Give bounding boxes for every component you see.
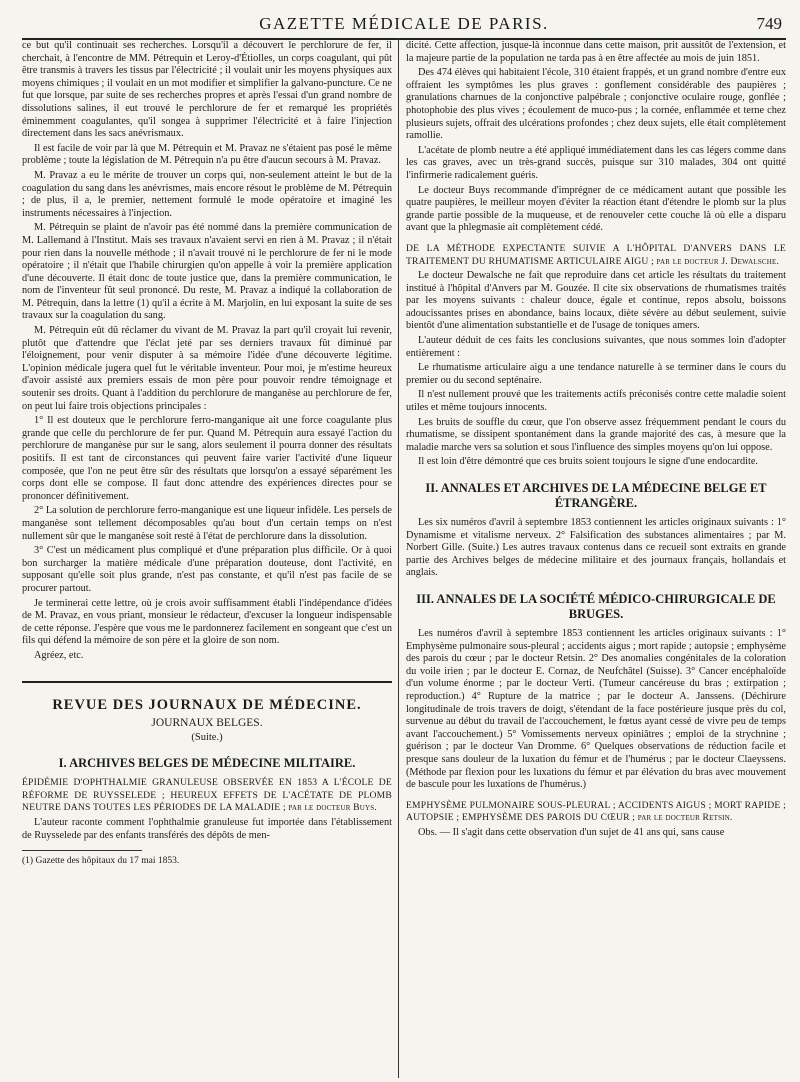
- paragraph: 1° Il est douteux que le perchlorure ferro-manganique ait une force coagulante plus grande que celle du perchlorure de fer pur. Quand M. Pétrequin aura essayé l'action du perchlorure de manganèse pur sur le sang, alors seulement il pourra donner des résultats positifs. Il est tant de circonstances qui peuvent faire varier l'activité d'une liqueur composée, que l'on ne peut être sûr des résultats que lorsqu'on a essayé séparément les corps dont elle se compose. Il faut donc attendre des expériences directes pour se prononcer définitivement.: [22, 415, 392, 502]
- paragraph: L'auteur raconte comment l'ophthalmie granuleuse fut importée dans l'établissement de Ruysselede par des enfants transférés des dépôts de men-: [22, 817, 392, 841]
- paragraph: 2° La solution de perchlorure ferro-manganique est une liqueur infidèle. Les persels de manganèse sont tellement décomposables qu'au bout d'un certain temps on n'est nullement sûr que le manganèse soit resté à l'état de perchlorure dans la dissolution.: [22, 505, 392, 542]
- footnote-rule: [22, 850, 142, 851]
- section-heading: I. ARCHIVES BELGES DE MÉDECINE MILITAIRE.: [58, 756, 356, 771]
- paragraph: M. Pétrequin se plaint de n'avoir pas été nommé dans la première communication de M. Lallemand à l'Institut. Mais ses travaux n'avaient servi en rien à M. Pravaz ; il n'était pour rien dans la nouvelle méthode ; il n'avait trouvé ni le perchlorure de fer ni le mode opératoire ; il n'était que l'habile chirurgien qu'on appelle à voir la première application d'une découverte. Il était donc de toute justice que, dans la première communication, le nom de l'inventeur fût seul prononcé. Du reste, M. Pravaz a indiqué la collaboration de M. Pétrequin, dans la lettre (1) qu'il a écrite à M. Marjolin, en lui exposant la suite de ses travaux sur la coagulation du sang.: [22, 222, 392, 322]
- journal-title: GAZETTE MÉDICALE DE PARIS.: [259, 14, 549, 33]
- paragraph: Le docteur Dewalsche ne fait que reproduire dans cet article les résultats du traitement institué à l'hôpital d'Anvers par M. Gouzée. Il cite six observations de rhumatismes traités par les moyens suivants : chaleur douce, égale et continue, repos absolu, boissons adoucissantes prises en abondance, bains locaux, diète sévère au début seulement, suivie bientôt d'une alimentation substantielle et de l'usage de toniques amers.: [406, 270, 786, 332]
- paragraph: M. Pétrequin eût dû réclamer du vivant de M. Pravaz la part qu'il croyait lui revenir, plutôt que d'attendre que l'éclat jeté par ses derniers travaux fût diminué par l'éloignement, pour venir disputer à sa mémoire l'idée d'une découverte légitime. L'opinion médicale jugera quel fut le véritable inventeur. Pour moi, je m'estime heureux d'avoir assisté aux premiers essais de mon père pour pouvoir rendre témoignage et soutenir ses droits. Quant à l'addition du perchlorure de manganèse au perchlorure de fer, on peut lui faire trois objections principales :: [22, 325, 392, 412]
- footnote: (1) Gazette des hôpitaux du 17 mai 1853.: [22, 856, 180, 867]
- paragraph: Je terminerai cette lettre, où je crois avoir suffisamment établi l'indépendance d'idées de M. Pravaz, en vous priant, monsieur le rédacteur, d'excuser la longueur indispensable de cette réponse. J'espère que vous me le pardonnerez facilement en songeant que c'est un fils qui défend la mémoire de son père et la gloire de son nom.: [22, 597, 392, 647]
- paragraph: L'auteur déduit de ces faits les conclusions suivantes, que nous sommes loin d'adopter entièrement :: [406, 335, 786, 359]
- paragraph: Il n'est nullement prouvé que les traitements actifs préconisés contre cette maladie soient utiles et même toujours innocents.: [406, 389, 786, 414]
- paragraph: dicité. Cette affection, jusque-là inconnue dans cette maison, prit aussitôt de l'extension, et la majeure partie de la population ne tarda pas à en être affectée au mois de juin 1851.: [406, 40, 786, 64]
- paragraph: Le rhumatisme articulaire aigu a une tendance naturelle à se terminer dans le cours du premier ou du second septénaire.: [406, 362, 786, 386]
- revue-heading: REVUE DES JOURNAUX DE MÉDECINE.: [52, 696, 362, 713]
- section-rule: [22, 681, 392, 683]
- paragraph: Obs. — Il s'agit dans cette observation d'un sujet de 41 ans qui, sans cause: [418, 826, 725, 838]
- paragraph: L'acétate de plomb neutre a été appliqué immédiatement dans les cas légers comme dans les cas graves, avec un très-grand succès, puisque sur 310 malades, 304 ont quitté l'infirmerie radicalement guéris.: [406, 144, 786, 181]
- article-caption: EMPHYSÈME PULMONAIRE SOUS-PLEURAL ; ACCIDENTS AIGUS ; MORT RAPIDE ; AUTOPSIE ; EMPHYSÈME DES PAROIS DU CŒUR ; par le docteur Retsin.: [406, 799, 786, 824]
- article-caption: ÉPIDÉMIE D'OPHTHALMIE GRANULEUSE OBSERVÉE EN 1853 A L'ÉCOLE DE RÉFORME DE RUYSSELEDE ; HEUREUX EFFETS DE L'ACÉTATE DE PLOMB NEUTRE DANS TOUTES LES PÉRIODES DE LA MALADIE ; par le docteur Buys.: [22, 777, 392, 814]
- section-heading: II. ANNALES ET ARCHIVES DE LA MÉDECINE BELGE ET ÉTRANGÈRE.: [425, 481, 767, 510]
- two-column-body: [22, 40, 786, 1082]
- paragraph: M. Pravaz a eu le mérite de trouver un corps qui, non-seulement atteint le but de la coagulation du sang dans les anévrismes, mais encore résout le problème de M. Pétrequin ; de plus, il a, le premier, nettement formulé le mode opératoire et imaginé les instruments nécessaires à l'injection.: [22, 169, 392, 219]
- revue-subheading: JOURNAUX BELGES.: [151, 717, 263, 730]
- column-divider: [398, 38, 399, 1078]
- paragraph: Il est loin d'être démontré que ces bruits soient toujours le signe d'une endocardite.: [418, 456, 758, 468]
- paragraph: Les bruits de souffle du cœur, que l'on observe assez fréquemment pendant le cours du rhumatisme, se dissipent spontanément dans la grande majorité des cas, à mesure que la maladie marche vers sa solution et sous l'influence des simples moyens qu'on lui oppose.: [406, 416, 786, 453]
- closing-salutation: Agréez, etc.: [34, 649, 84, 661]
- left-column: [22, 40, 392, 870]
- paragraph: 3° C'est un médicament plus compliqué et d'une préparation plus difficile. Or à quoi bon surcharger la matière médicale d'une préparation douteuse, dont l'activité, en supposant qu'elle soit plus grande, n'est pas constante, et qu'il n'est pas facile de se procurer partout.: [22, 545, 392, 594]
- paragraph: Le docteur Buys recommande d'imprégner de ce médicament autant que possible les quatre paupières, le meilleur moyen d'éviter la réaction étant d'étendre le plomb sur la plus grande partie possible de la muqueuse, et de renouveler cette couche là où elle a disparu avant que la phlegmasie ait complètement cédé.: [406, 184, 786, 234]
- section-heading: III. ANNALES DE LA SOCIÉTÉ MÉDICO-CHIRURGICALE DE BRUGES.: [416, 591, 776, 621]
- paragraph: Les numéros d'avril à septembre 1853 contiennent les articles originaux suivants : 1° Emphysème pulmonaire sous-pleural ; accidents aigus ; mort rapide ; autopsie ; emphysème des parois du cœur ; par le docteur Retsin. 2° Des anomalies congénitales de la coloration du voile irien ; par le docteur E. Cornaz, de Neufchâtel (Suisse). 3° Cancer encéphaloïde d'un volume énorme ; par le docteur Verti. (Tumeur cancéreuse du bras ; extirpation ; reproduction.) 4° Rupture de la matrice ; par le docteur A. Janssens. (Déchirure longitudinale de trois travers de doigt, s'étendant de la face postérieure jusque près du col, survenue au début du travail de l'accouchement, le fœtus ayant cessé de vivre peu de temps avant l'accouchement.) 5° Vomissements nerveux opiniâtres ; emploi de la strychnine ; guérison ; par le docteur Van Dromme. 6° Quelques observations de réduction facile et presque sans douleur de la luxation du fémur et de l'humérus ; par le docteur Claeyssens. (Méthode par flexion pour les luxations du fémur et par élévation du bras avec mouvement de bascule pour les luxations de l'humérus.): [406, 627, 786, 791]
- page-header: [22, 10, 786, 40]
- paragraph: Les six numéros d'avril à septembre 1853 contiennent les articles originaux suivants : 1° Dynamisme et vitalisme nerveux. 2° Falsification des substances alimentaires ; par M. Norbert Gille. (Suite.) Les autres travaux contenus dans ce recueil sont extraits en grande partie des Archives belges de médecine militaire et des journaux français, hollandais et anglais.: [406, 517, 786, 579]
- article-caption: DE LA MÉTHODE EXPECTANTE SUIVIE A L'HÔPITAL D'ANVERS DANS LE TRAITEMENT DU RHUMATISME ARTICULAIRE AIGU ; par le docteur J. Dewalsche.: [406, 242, 786, 267]
- paragraph: Des 474 élèves qui habitaient l'école, 310 étaient frappés, et un grand nombre d'entre eux offraient les symptômes les plus graves : gonflement considérable des paupières ; granulations charnues de la conjonctive palpébrale ; conjonctive oculaire rouge, gonflée ; photophobie des plus vives ; écoulement de muco-pus ; la cornée, enflammée et terne chez plusieurs sujets, offrait des ulcérations profondes ; chez deux sujets, elle était complètement ramollie.: [406, 67, 786, 142]
- paragraph: ce but qu'il continuait ses recherches. Lorsqu'il a découvert le perchlorure de fer, il cherchait, à l'encontre de MM. Pétrequin et Leroy-d'Étiolles, un corps coagulant, qui pût être transmis à travers les tissus par l'électricité ; il voulait unir les moyens physiques aux moyens chimiques ; il voulait en un mot modifier et simplifier la galvano-puncture. Ce ne fut que lorsque, par suite de ses recherches propres et après l'essai d'un grand nombre de dissolutions salines, il eut trouvé le perchlorure de fer et remarqué les propriétés éminemment coagulantes, qu'il songea à supprimer l'électricité et à faire l'injection directement dans les sacs anévrismaux.: [22, 40, 392, 140]
- revue-suite: (Suite.): [191, 731, 223, 743]
- page-number: 749: [756, 14, 782, 33]
- paragraph: Il est facile de voir par là que M. Pétrequin et M. Pravaz ne s'étaient pas posé le même problème ; toute la législation de M. Pétrequin n'a pu être d'aucun secours à M. Pravaz.: [22, 142, 392, 167]
- right-column: [406, 40, 786, 841]
- observation-block: [406, 800, 786, 840]
